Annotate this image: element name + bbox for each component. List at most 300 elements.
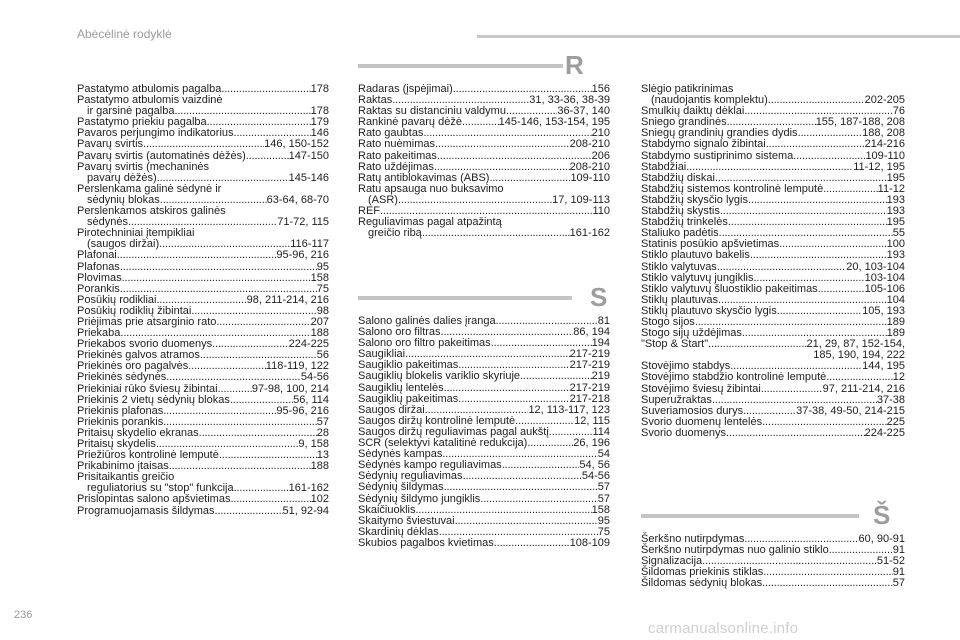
index-entry bbox=[641, 139, 905, 150]
dot-leader bbox=[462, 117, 499, 128]
index-term: Plafonai bbox=[77, 249, 117, 262]
index-entry bbox=[358, 184, 610, 206]
index-entry bbox=[77, 372, 329, 383]
index-page-ref: 145-146 bbox=[288, 171, 329, 184]
index-term: Sėdynių reguliavimas bbox=[358, 470, 463, 483]
index-term: Saugiklių lentelės bbox=[358, 381, 444, 394]
index-term: Stabdžių diskai bbox=[641, 171, 715, 184]
section-letter-s: S bbox=[590, 282, 608, 312]
index-term: Saugos diržų reguliavimas pagal aukštį bbox=[358, 425, 549, 438]
index-term: greičio ribą bbox=[368, 227, 422, 240]
dot-leader bbox=[246, 151, 289, 162]
index-term: Stiklo plautuvo bakelis bbox=[641, 249, 750, 262]
index-entry-line bbox=[641, 262, 905, 273]
index-entry bbox=[641, 428, 905, 439]
section-rule bbox=[358, 64, 563, 68]
index-entry bbox=[358, 383, 610, 394]
index-page-ref: 95-96, 216 bbox=[276, 249, 329, 262]
index-page-ref: 224-225 bbox=[288, 338, 329, 351]
index-term: ir garsinė pagalba bbox=[87, 105, 175, 118]
index-page-ref: 108-109 bbox=[569, 536, 610, 549]
index-page-ref: 54 bbox=[597, 448, 610, 461]
index-entry bbox=[77, 184, 329, 206]
index-entry-line bbox=[77, 372, 329, 383]
index-page-ref: 97, 211-214, 216 bbox=[822, 382, 905, 395]
index-term: Stabdžiai bbox=[641, 160, 687, 173]
dot-leader bbox=[435, 139, 570, 150]
index-term: Priekinis plafonas bbox=[77, 404, 164, 417]
index-entry bbox=[77, 206, 329, 228]
index-entry-line bbox=[77, 262, 329, 273]
dot-leader bbox=[120, 262, 317, 273]
index-term: Salono oro filtro pakeitimas bbox=[358, 337, 491, 350]
index-term: Saugiklių blokelis variklio skyriuje bbox=[358, 370, 521, 383]
index-entry bbox=[77, 139, 329, 150]
index-page-ref: 54-56 bbox=[581, 470, 610, 483]
index-page-ref: 156 bbox=[591, 83, 610, 95]
index-page-ref: 20, 103-104 bbox=[846, 260, 905, 273]
dot-leader bbox=[234, 483, 289, 494]
index-entry-line bbox=[77, 494, 329, 505]
index-term: Svorio duomenys bbox=[641, 426, 726, 439]
index-page-ref: 188 bbox=[310, 327, 329, 340]
index-entry-line bbox=[358, 482, 610, 493]
dot-leader bbox=[717, 262, 846, 273]
dot-leader bbox=[520, 371, 592, 382]
index-term: Priekinės sėdynės bbox=[77, 371, 167, 384]
index-entry bbox=[641, 250, 905, 261]
index-page-ref: 37-38 bbox=[876, 393, 905, 406]
index-page-ref: 206 bbox=[591, 149, 610, 162]
index-entry-line bbox=[358, 139, 610, 150]
index-term: (ASR) bbox=[368, 193, 398, 206]
index-entry bbox=[77, 494, 329, 505]
index-page-ref: 219 bbox=[591, 370, 610, 383]
index-page-ref: 12 bbox=[892, 371, 905, 384]
index-term: (naudojantis komplektu) bbox=[651, 94, 768, 107]
index-term: Superužraktas bbox=[641, 393, 712, 406]
index-entry-line bbox=[77, 250, 329, 261]
index-page-ref: 195 bbox=[886, 216, 905, 229]
watermark: carmanualsonline.info bbox=[648, 620, 799, 637]
index-entry-line bbox=[358, 494, 610, 505]
dot-leader bbox=[793, 151, 865, 162]
index-page-ref: 75 bbox=[597, 525, 610, 538]
index-term: Pritaisų skydelis bbox=[77, 438, 156, 450]
index-term: Šildomas sėdynių blokas bbox=[641, 577, 763, 590]
index-term: Reguliavimas pagal atpažintą bbox=[358, 216, 502, 229]
dot-leader bbox=[188, 361, 266, 372]
index-page-ref: 202-205 bbox=[864, 94, 905, 107]
index-page-ref: 110 bbox=[592, 205, 610, 218]
index-term: Priekinės galvos atramos bbox=[77, 349, 200, 362]
index-term: Stabdžių skystis bbox=[641, 205, 720, 218]
index-entry bbox=[358, 494, 610, 505]
index-term: Pastatymo atbulomis pagalba bbox=[77, 83, 222, 95]
dot-leader bbox=[455, 516, 598, 527]
index-term: Porankis bbox=[77, 282, 120, 295]
index-term: Stiklo valytuvas bbox=[641, 260, 717, 273]
index-page-ref: 95-96, 216 bbox=[276, 404, 329, 417]
index-entry-line bbox=[641, 372, 905, 383]
index-page-ref: 81 bbox=[597, 315, 610, 327]
index-page-ref: 75 bbox=[316, 282, 329, 295]
section-rule bbox=[358, 296, 572, 300]
index-page-ref: 13 bbox=[316, 449, 329, 462]
index-term: Stiklo valytuvų šluostiklio pakeitimas bbox=[641, 282, 818, 295]
index-page-ref: 109-110 bbox=[570, 171, 610, 184]
index-page-ref: 37-38, 49-50, 214-215 bbox=[796, 404, 905, 417]
dot-leader bbox=[766, 139, 865, 150]
index-page-ref: 146 bbox=[310, 127, 329, 140]
index-term: REF bbox=[358, 205, 380, 218]
index-entry-line bbox=[358, 371, 610, 382]
index-term: Pirotechniniai įtempikliai bbox=[77, 227, 195, 240]
index-term: Pavaros perjungimo indikatorius bbox=[77, 127, 234, 140]
index-page-ref: 161-162 bbox=[569, 227, 610, 240]
index-term: "Stop & Start" bbox=[641, 338, 709, 351]
index-page-ref: 102 bbox=[310, 493, 329, 506]
index-term: Stiklo valytuvų jungiklis bbox=[641, 271, 754, 284]
dot-leader bbox=[122, 273, 311, 284]
index-entry-line bbox=[358, 538, 610, 549]
index-term: Signalizacija bbox=[641, 555, 703, 568]
index-page-ref: 57 bbox=[892, 577, 905, 590]
index-entry bbox=[77, 250, 329, 261]
index-page-ref: 105, 193 bbox=[862, 304, 905, 317]
index-page-ref: 97-98, 100, 214 bbox=[251, 382, 329, 395]
index-page-ref: 95 bbox=[597, 514, 610, 527]
index-term: Priekinės oro pagalvės bbox=[77, 360, 189, 373]
index-page-ref: 208-210 bbox=[569, 138, 610, 151]
index-page-ref: 188 bbox=[310, 460, 329, 473]
index-page-ref: 189 bbox=[886, 327, 905, 340]
index-page-ref: 217-219 bbox=[569, 348, 610, 361]
index-page-ref: 193 bbox=[886, 205, 905, 218]
index-term: Perslenkamos atskiros galinės bbox=[77, 205, 226, 218]
dot-leader bbox=[818, 284, 865, 295]
index-entry-line bbox=[358, 228, 610, 239]
index-page-ref: 36-37, 140 bbox=[557, 105, 610, 118]
index-term: Pavarų svirtis bbox=[77, 138, 144, 151]
index-page-ref: 57 bbox=[316, 415, 329, 428]
index-term: Šerkšno nutirpdymas bbox=[641, 533, 745, 545]
index-term: Svorio duomenų lentelės bbox=[641, 415, 763, 428]
index-term: Stovėjimo šviesų žibintai bbox=[641, 382, 761, 395]
index-page-ref: 109-110 bbox=[865, 149, 905, 162]
dot-leader bbox=[726, 428, 865, 439]
index-page-ref: 105-106 bbox=[864, 282, 905, 295]
index-term: Sėdynių šildymas bbox=[358, 481, 444, 494]
index-term: Priekaba bbox=[77, 327, 121, 340]
index-term: Pastatymo atbulomis vaizdinė bbox=[77, 94, 223, 107]
index-entry bbox=[77, 162, 329, 184]
index-page-ref: 51-52 bbox=[876, 555, 905, 568]
index-entry-line bbox=[358, 151, 610, 162]
dot-leader bbox=[823, 184, 877, 195]
index-term: Staliuko padėtis bbox=[641, 227, 719, 240]
dot-leader bbox=[779, 239, 886, 250]
index-page-ref: 207 bbox=[310, 315, 329, 328]
index-entry bbox=[77, 384, 329, 395]
index-term: Stovėjimo stabdžio kontrolinė lemputė bbox=[641, 371, 827, 384]
index-term: Pavarų svirtis (mechaninės bbox=[77, 160, 210, 173]
index-term: sėdynių blokas bbox=[87, 193, 160, 206]
index-term: Salono oro filtras bbox=[358, 326, 441, 339]
index-page-ref: 26, 196 bbox=[573, 437, 610, 450]
index-page-ref: 116-117 bbox=[290, 238, 329, 251]
index-entry-line bbox=[358, 383, 610, 394]
dot-leader bbox=[444, 482, 598, 493]
index-entry bbox=[358, 217, 610, 239]
index-page-ref: 118-119, 122 bbox=[265, 360, 329, 373]
dot-leader bbox=[423, 128, 591, 139]
index-page-ref: 217-218 bbox=[569, 392, 610, 405]
index-page-ref: 144, 195 bbox=[862, 360, 905, 373]
index-term: Pastatymo priekiu pagalba bbox=[77, 116, 207, 129]
index-page-ref: 98, 211-214, 216 bbox=[246, 293, 329, 306]
index-page-ref: 71-72, 115 bbox=[277, 216, 329, 229]
index-page-ref: 54-56 bbox=[300, 371, 329, 384]
index-page-ref: 225 bbox=[886, 415, 905, 428]
index-page-ref: 146, 150-152 bbox=[264, 138, 329, 151]
dot-leader bbox=[798, 128, 863, 139]
index-entry-line bbox=[77, 506, 329, 517]
index-page-ref: 60, 90-91 bbox=[858, 533, 905, 545]
index-term: Šildomas priekinis stiklas bbox=[641, 566, 764, 579]
index-page-ref: 56 bbox=[316, 349, 329, 362]
section-letter-sh: Š bbox=[873, 500, 891, 530]
index-page-ref: 11-12 bbox=[877, 182, 905, 195]
index-term: Skaitymo šviestuvai bbox=[358, 514, 455, 527]
dot-leader bbox=[219, 450, 317, 461]
dot-leader bbox=[480, 494, 597, 505]
index-term: Priėjimas prie atsarginio rato bbox=[77, 315, 217, 328]
index-term: Pritaisų skydelio ekranas bbox=[77, 426, 199, 439]
dot-leader bbox=[163, 406, 276, 417]
dot-leader bbox=[218, 384, 252, 395]
index-page-ref: 12, 115 bbox=[574, 414, 610, 427]
index-entry bbox=[358, 139, 610, 150]
index-term: Statinis posūkio apšvietimas bbox=[641, 238, 780, 251]
index-page-ref: 214-216 bbox=[864, 138, 905, 151]
index-entry bbox=[77, 151, 329, 162]
index-page-ref: 194 bbox=[591, 337, 610, 350]
index-term: Programuojamasis šildymas bbox=[77, 504, 215, 517]
index-column-3b bbox=[641, 534, 905, 589]
dot-leader bbox=[212, 339, 289, 350]
dot-leader bbox=[494, 538, 570, 549]
header-rule bbox=[477, 35, 960, 38]
dot-leader bbox=[502, 460, 580, 471]
index-entry bbox=[77, 95, 329, 117]
dot-leader bbox=[117, 250, 277, 261]
index-entry bbox=[641, 372, 905, 383]
index-term: Priekiniai rūko šviesų žibintai bbox=[77, 382, 218, 395]
dot-leader bbox=[527, 438, 573, 449]
dot-leader bbox=[422, 228, 570, 239]
index-term: Priekabos svorio duomenys bbox=[77, 338, 213, 351]
index-page-ref: 189 bbox=[886, 315, 905, 328]
index-term: Prisitaikantis greičio bbox=[77, 471, 175, 484]
index-term: Pavarų svirtis (automatinės dėžės) bbox=[77, 149, 246, 162]
index-page-ref: 158 bbox=[310, 271, 329, 284]
index-term: Rato pakeitimas bbox=[358, 149, 437, 162]
index-term: sėdynės bbox=[87, 216, 128, 229]
index-term: Prislopintas salono apšvietimas bbox=[77, 493, 231, 506]
index-entry-line bbox=[77, 139, 329, 150]
index-term: Priekinis porankis bbox=[77, 415, 164, 428]
index-term: Prikabinimo įtaisas bbox=[77, 460, 169, 473]
index-entry bbox=[77, 506, 329, 517]
index-term: Skaičiuoklis bbox=[358, 503, 416, 516]
index-term: Ratų antiblokavimas (ABS) bbox=[358, 171, 490, 184]
dot-leader bbox=[169, 461, 311, 472]
index-term: Raktas su distanciniu valdymu bbox=[358, 105, 506, 118]
index-term: Perslenkama galinė sėdynė ir bbox=[77, 182, 222, 195]
index-term: Rankinė pavarų dėžė bbox=[358, 116, 462, 129]
index-term: reguliatorius su "stop" funkcija bbox=[87, 482, 234, 495]
index-term: Suveriamosios durys bbox=[641, 404, 744, 417]
index-column-3 bbox=[641, 84, 905, 439]
index-page-ref: 217-219 bbox=[569, 359, 610, 372]
index-page-ref: 147-150 bbox=[288, 149, 329, 162]
index-page-ref: 51, 92-94 bbox=[282, 504, 329, 517]
index-term: Stogo sijų uždėjimas bbox=[641, 327, 742, 340]
index-term: Stiklų plautuvas bbox=[641, 293, 719, 306]
index-term: Saugiklių pakeitimas bbox=[358, 392, 459, 405]
index-page-ref: 12, 113-117, 123 bbox=[528, 403, 610, 416]
index-page-ref: 103-104 bbox=[864, 271, 905, 284]
index-term: Priekinis 2 vietų sėdynių blokas bbox=[77, 393, 230, 406]
index-page-ref: 91 bbox=[892, 566, 905, 579]
index-term: Stabdymo signalo žibintai bbox=[641, 138, 766, 151]
index-page-ref: 210 bbox=[591, 127, 610, 140]
index-term: Sėdynės kampas bbox=[358, 448, 443, 461]
index-entry bbox=[641, 578, 905, 589]
index-term: Saugos diržų kontrolinė lemputė bbox=[358, 414, 516, 427]
index-term: Radaras (įspėjimai) bbox=[358, 83, 453, 95]
index-page-ref: 161-162 bbox=[288, 482, 329, 495]
index-entry-line bbox=[641, 384, 905, 395]
index-term: Smulkių daiktų dėklai bbox=[641, 105, 745, 118]
index-page-ref: 9, 158 bbox=[298, 438, 329, 450]
index-page-ref: 86, 194 bbox=[573, 326, 610, 339]
dot-leader bbox=[720, 206, 887, 217]
index-entry bbox=[641, 384, 905, 395]
index-page-ref: 100 bbox=[886, 238, 905, 251]
index-term: Šerkšno nutirpdymas nuo galinio stiklo bbox=[641, 544, 829, 557]
index-term: Ratu apsauga nuo buksavimo bbox=[358, 182, 504, 195]
index-term: Plovimas bbox=[77, 271, 122, 284]
index-term: Stiklų plautuvo skysčio lygis bbox=[641, 304, 777, 317]
index-term: Stabdymo sustiprinimo sistema bbox=[641, 149, 794, 162]
dot-leader bbox=[748, 195, 887, 206]
index-page-ref: 76 bbox=[892, 105, 905, 118]
dot-leader bbox=[761, 384, 823, 395]
index-header-title: Abėcėlinė rodyklė bbox=[77, 27, 172, 41]
index-term: Stogo sijos bbox=[641, 315, 695, 328]
index-entry bbox=[77, 472, 329, 494]
index-column-2 bbox=[358, 84, 610, 239]
index-entry bbox=[77, 262, 329, 273]
index-term: Skardinių dėklas bbox=[358, 525, 439, 538]
index-entry-line bbox=[641, 139, 905, 150]
dot-leader bbox=[143, 139, 264, 150]
dot-leader bbox=[437, 151, 592, 162]
index-entry-line bbox=[641, 578, 905, 589]
index-page-ref: 178 bbox=[310, 83, 329, 95]
dot-leader bbox=[708, 339, 806, 350]
index-term: Salono galinės dalies įranga bbox=[358, 315, 496, 327]
dot-leader bbox=[230, 494, 310, 505]
index-term: Priežiūros kontrolinė lemputė bbox=[77, 449, 219, 462]
index-page-ref: 17, 109-113 bbox=[552, 193, 610, 206]
index-page-ref: 188, 208 bbox=[862, 127, 905, 140]
dot-leader bbox=[777, 306, 862, 317]
index-page-ref: 179 bbox=[310, 116, 329, 129]
index-page-ref: 193 bbox=[886, 249, 905, 262]
index-page-ref: 114 bbox=[592, 425, 610, 438]
index-page-ref: 63-64, 68-70 bbox=[266, 193, 329, 206]
index-term: Slėgio patikrinimas bbox=[641, 83, 734, 95]
index-page-ref-continued: 185, 190, 194, 222 bbox=[813, 349, 905, 362]
dot-leader bbox=[826, 372, 892, 383]
index-entry-line bbox=[358, 195, 610, 206]
index-page-ref: 11-12, 195 bbox=[853, 160, 905, 173]
index-page-ref: 31, 33-36, 38-39 bbox=[529, 94, 610, 107]
index-page-ref: 21, 29, 87, 152-154, bbox=[806, 338, 905, 351]
index-entry bbox=[358, 371, 610, 382]
index-term: Stovėjimo stabdys bbox=[641, 360, 731, 373]
index-term: Plafonas bbox=[77, 260, 120, 273]
section-rule bbox=[641, 514, 859, 518]
index-page-ref: 195 bbox=[886, 171, 905, 184]
index-page-ref: 208-210 bbox=[569, 160, 610, 173]
dot-leader bbox=[768, 95, 865, 106]
index-page-ref: 54, 56 bbox=[579, 459, 610, 472]
index-term: Sėdynės kampo reguliavimas bbox=[358, 459, 502, 472]
index-entry bbox=[641, 151, 905, 162]
index-term: Saugos diržai bbox=[358, 403, 425, 416]
index-page-ref: 155, 187-188, 208 bbox=[815, 116, 905, 129]
index-page-ref: 224-225 bbox=[864, 426, 905, 439]
index-term: Posūkių rodiklių žibintai bbox=[77, 304, 192, 317]
index-page-ref: 98 bbox=[316, 304, 329, 317]
dot-leader bbox=[159, 239, 290, 250]
index-column-1 bbox=[77, 84, 329, 517]
dot-leader bbox=[763, 567, 892, 578]
index-term: SCR (selektyvi katalitinė redukcija) bbox=[358, 437, 528, 450]
index-page-ref: 91 bbox=[892, 544, 905, 557]
dot-leader bbox=[728, 217, 887, 228]
index-term: Sniego grandinės bbox=[641, 116, 727, 129]
index-entry-line bbox=[77, 151, 329, 162]
index-term: Sniegų grandinių grandies dydis bbox=[641, 127, 798, 140]
index-entry bbox=[358, 151, 610, 162]
index-entry-line bbox=[641, 428, 905, 439]
index-term: Sėdynių šildymo jungiklis bbox=[358, 492, 481, 505]
index-term: Rato nuėmimas bbox=[358, 138, 436, 151]
index-entry-line bbox=[641, 250, 905, 261]
index-entry bbox=[641, 339, 905, 361]
index-term: Rato gaubtas bbox=[358, 127, 424, 140]
dot-leader bbox=[762, 578, 893, 589]
dot-leader bbox=[398, 195, 552, 206]
index-entry bbox=[641, 84, 905, 106]
section-letter-r: R bbox=[565, 50, 584, 80]
index-entry bbox=[641, 262, 905, 273]
